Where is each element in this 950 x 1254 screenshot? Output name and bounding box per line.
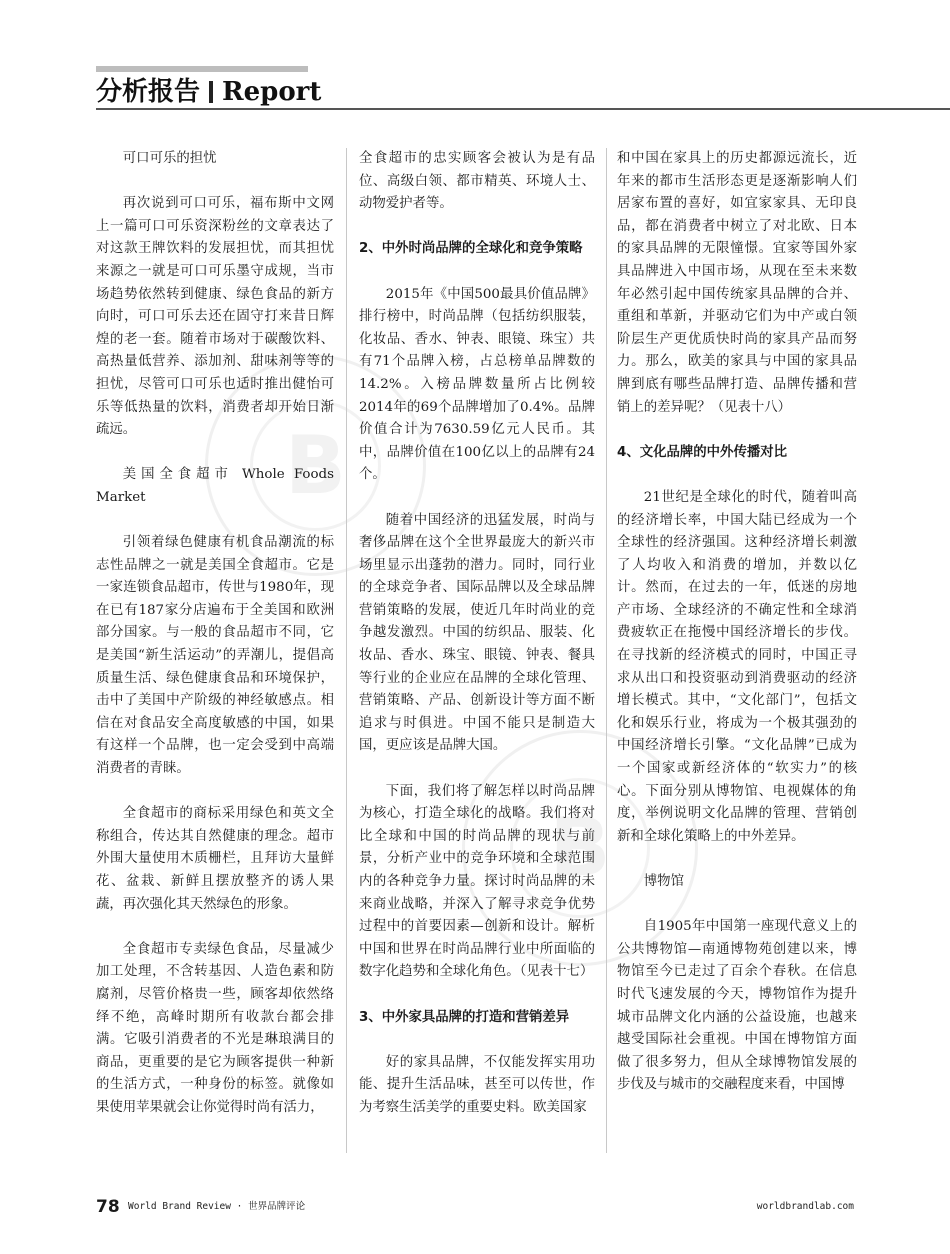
subheading-museum: 博物馆 [643, 874, 684, 889]
header-rule [96, 108, 950, 110]
header-accent-bar [96, 66, 308, 72]
footer-url: worldbrandlab.com [756, 1201, 854, 1212]
paragraph: 再次说到可口可乐，福布斯中文网上一篇可口可乐资深粉丝的文章表达了对这款王牌饮料的发展担忧，而其担忧来源之一就是可口可乐墨守成规，当市场趋势依然转到健康、绿色食品的新方向时，可口可乐去还在固守打来昔日辉煌的老一套。随着市场对于碳酸饮料、高热量低营养、添加剂、甜味剂等等的担忧，尽管可口可乐也适时推出健怡可乐等低热量的饮料，消费者却开始日渐疏远。 [96, 196, 334, 438]
paragraph: 2015年《中国500最具价值品牌》排行榜中，时尚品牌（包括纺织服装，化妆品、香水、钟表、眼镜、珠宝）共有71个品牌入榜，占总榜单品牌数的14.2%。入榜品牌数量所占比例较2014年的69个品牌增加了0.4%。品牌价值合计为7630.59亿元人民币。其中，品牌价值在100亿以上的品牌有24个。 [359, 286, 595, 483]
paragraph: 随着中国经济的迅猛发展，时尚与奢侈品牌在这个全世界最庞大的新兴市场里显示出蓬勃的潜力。同时，同行业的全球竞争者、国际品牌以及全球品牌营销策略的发展，使近几年时尚业的竞争越发激烈。中国的纺织品、服装、化妆品、香水、珠宝、眼镜、钟表、餐具等行业的企业应在品牌的全球化管理、营销策略、产品、创新设计等方面不断追求与时俱进。中国不能只是制造大国，更应该是品牌大国。 [359, 512, 595, 754]
section-heading-3: 3、中外家具品牌的打造和营销差异 [359, 1009, 570, 1025]
section-header [96, 74, 321, 110]
paragraph: 引领着绿色健康有机食品潮流的标志性品牌之一就是美国全食超市。它是一家连锁食品超市，传世与1980年，现在已有187家分店遍布于全美国和欧洲部分国家。与一般的食品超市不同，它是美国“新生活运动”的弄潮儿，提倡高质量生活、绿色健康食品和环境保护，击中了美国中产阶级的神经敏感点。相信在对食品安全高度敏感的中国，如果有这样一个品牌，也一定会受到中高端消费者的青睐。 [96, 535, 334, 777]
article-column-1 [96, 148, 334, 1120]
paragraph: 好的家具品牌，不仅能发挥实用功能、提升生活品味，甚至可以传世，作为考察生活美学的重要史料。欧美国家 [359, 1054, 595, 1115]
subheading-coca-cola: 可口可乐的担忧 [122, 151, 217, 166]
title-separator [209, 81, 213, 103]
section-title-en: Report [222, 77, 322, 107]
magazine-name: World Brand Review · 世界品牌评论 [128, 1201, 306, 1212]
watermark-seal-letter: B [510, 778, 649, 917]
paragraph: 自1905年中国第一座现代意义上的公共博物馆—南通博物苑创建以来，博物馆至今已走过了百余个春秋。在信息时代飞速发展的今天，博物馆作为提升城市品牌文化内涵的公益设施，也越来越受国际社会重视。中国在博物馆方面做了很多努力，但从全球博物馆发展的步伐及与城市的交融程度来看，中国博 [617, 919, 857, 1093]
page-number: 78 [96, 1197, 120, 1217]
article-column-3 [617, 148, 857, 1097]
watermark-seal-letter: B [250, 400, 381, 531]
column-divider-left [346, 148, 347, 1153]
paragraph: 21世纪是全球化的时代，随着叫高的经济增长率，中国大陆已经成为一个全球性的经济强国。这种经济增长刺激了人均收入和消费的增加，并数以亿计。然而，在过去的一年，低迷的房地产市场、全球经济的不确定性和全球消费疲软正在拖慢中国经济增长的步伐。在寻找新的经济模式的同时，中国正寻求从出口和投资驱动到消费驱动的经济增长模式。其中，“文化部门”，包括文化和娱乐行业，将成为一个极其强劲的中国经济增长引擎。“文化品牌”已成为一个国家或新经济体的“软实力”的核心。下面分别从博物馆、电视媒体的角度，举例说明文化品牌的管理、营销创新和全球化策略上的中外差异。 [617, 489, 857, 844]
article-column-2 [359, 148, 595, 1120]
section-heading-4: 4、文化品牌的中外传播对比 [617, 444, 788, 460]
paragraph: 和中国在家具上的历史都源远流长，近年来的都市生活形态更是逐渐影响人们居家布置的喜好，如宜家家具、无印良品，都在消费者中树立了对北欧、日本的家具品牌的无限憧憬。宜家等国外家具品牌进入中国市场，从现在至未来数年必然引起中国传统家具品牌的合并、重组和革新，并驱动它们为中产或白领阶层生产更优质快时尚的家具产品而努力。那么，欧美的家具与中国的家具品牌到底有哪些品牌打造、品牌传播和营销上的差异呢？（见表十八） [617, 151, 857, 415]
paragraph: 全食超市的商标采用绿色和英文全称组合，传达其自然健康的理念。超市外围大量使用木质栅栏，且拜访大量鲜花、盆栽、新鲜且摆放整齐的诱人果蔬，再次强化其天然绿色的形象。 [96, 806, 334, 912]
column-divider-right [606, 148, 607, 1153]
subheading-whole-foods: 美国全食超市 Whole Foods Market [96, 467, 334, 505]
section-title-cn: 分析报告 [96, 77, 201, 107]
paragraph: 全食超市专卖绿色食品，尽量减少加工处理，不含转基因、人造色素和防腐剂，尽管价格贵一些，顾客却依然络绎不绝，高峰时期所有收款台都会排满。它吸引消费者的不光是琳琅满目的商品，更重要的是它为顾客提供一种新的生活方式，一种身份的标签。就像如果使用苹果就会让你觉得时尚有活力， [96, 941, 334, 1115]
paragraph: 下面，我们将了解怎样以时尚品牌为核心，打造全球化的战略。我们将对比全球和中国的时尚品牌的现状与前景，分析产业中的竞争环境和全球范围内的各种竞争力量。探讨时尚品牌的未来商业战略，并深入了解寻求竞争优势过程中的首要因素—创新和设计。解析中国和世界在时尚品牌行业中所面临的数字化趋势和全球化角色。（见表十七） [359, 783, 595, 980]
section-heading-2: 2、中外时尚品牌的全球化和竞争策略 [359, 241, 583, 257]
paragraph: 全食超市的忠实顾客会被认为是有品位、高级白领、都市精英、环境人士、动物爱护者等。 [359, 151, 595, 212]
